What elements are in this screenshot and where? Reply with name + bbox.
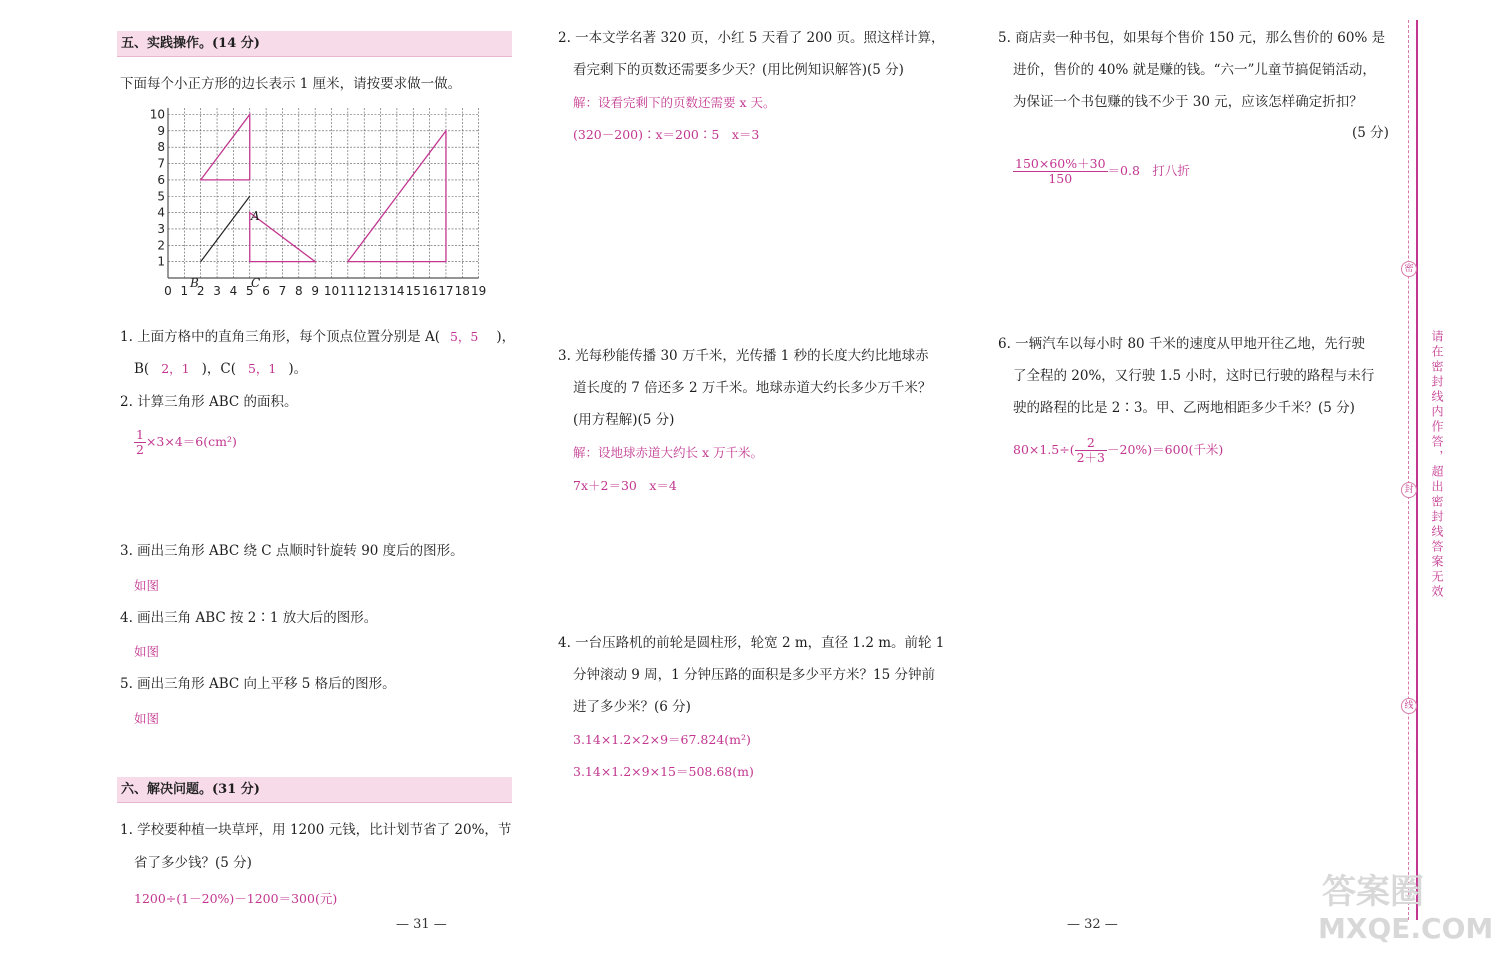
s5-q2-frac-den: 2 [136, 442, 144, 457]
r-q6-frac-den: 2＋3 [1076, 450, 1106, 465]
s5-q1-text1: 1. 上面方格中的直角三角形，每个顶点位置分别是 A( [120, 329, 440, 345]
r-q6-line1: 6. 一辆汽车以每小时 80 千米的速度从甲地开往乙地，先行驶 [998, 336, 1365, 352]
seal-circle-xian: 线 [1401, 698, 1417, 714]
r-q5-frac-num: 150×60%＋30 [1015, 156, 1106, 171]
point-label-c: C [251, 276, 261, 290]
m-q3-line1: 3. 光每秒能传播 30 万千米，光传播 1 秒的长度大约比地球赤 [558, 348, 929, 364]
m-q3-ans2: 7x＋2＝30 x＝4 [573, 478, 677, 493]
section5-intro: 下面每个小正方形的边长表示 1 厘米，请按要求做一做。 [120, 76, 462, 92]
y-axis-label: 10 [149, 108, 165, 122]
x-axis-label: 16 [421, 284, 438, 298]
x-axis-label: 11 [340, 284, 356, 298]
x-axis-label: 5 [245, 284, 254, 298]
m-q2-ans2: (320－200)∶x＝200∶5 x＝3 [573, 127, 760, 142]
r-q5-line3: 为保证一个书包赚的钱不少于 30 元，应该怎样确定折扣？ [1013, 94, 1363, 110]
y-axis-label: 6 [157, 172, 165, 187]
r-q6-answer [1013, 436, 1223, 465]
x-axis-label: 15 [405, 284, 421, 298]
s5-q1-text5: )。 [288, 361, 308, 377]
y-axis-label: 8 [157, 140, 165, 155]
y-axis-label: 7 [157, 156, 165, 171]
s5-q4: 4. 画出三角 ABC 按 2∶1 放大后的图形。 [120, 610, 378, 626]
m-q3-ans1: 解：设地球赤道大约长 x 万千米。 [573, 445, 763, 460]
x-axis-label: 10 [323, 284, 340, 298]
x-axis-label: 13 [372, 284, 389, 298]
x-axis-label: 7 [278, 284, 287, 298]
watermark-url: MXQE.COM [1318, 912, 1494, 945]
x-axis-label: 8 [294, 284, 303, 298]
y-axis-label: 2 [157, 238, 165, 253]
s5-q1-line1 [120, 320, 515, 354]
y-axis-label: 1 [157, 254, 165, 269]
s5-q1-ans-b: 2，1 [161, 361, 190, 376]
x-axis-label: 1 [180, 284, 189, 298]
s5-q2-frac-num: 1 [136, 427, 144, 442]
s5-q5: 5. 画出三角形 ABC 向上平移 5 格后的图形。 [120, 676, 396, 692]
x-axis-label: 0 [164, 284, 172, 298]
m-q4-line1: 4. 一台压路机的前轮是圆柱形，轮宽 2 m，直径 1.2 m。前轮 1 [558, 635, 945, 651]
y-axis-label: 4 [157, 205, 165, 220]
m-q3-line3: (用方程解)(5 分) [573, 412, 675, 428]
r-q6-ans-rest: －20%)＝600(千米) [1107, 442, 1224, 457]
y-axis-label: 3 [157, 221, 165, 236]
x-axis-label: 3 [213, 284, 221, 298]
r-q6-ans-pre: 80×1.5÷( [1013, 442, 1075, 457]
s5-q1-text3: B( [134, 361, 150, 377]
s6-q1-line2: 省了多少钱？(5 分) [134, 855, 252, 871]
s5-q3-answer: 如图 [134, 578, 160, 593]
seal-circle-mi: 密 [1401, 261, 1417, 277]
s5-q4-answer: 如图 [134, 644, 160, 659]
page-number-31: — 31 — [396, 917, 447, 932]
x-axis-label: 9 [311, 284, 319, 298]
point-label-b: B [190, 276, 199, 290]
m-q4-ans2: 3.14×1.2×9×15＝508.68(m) [573, 764, 754, 779]
s5-q5-answer: 如图 [134, 711, 160, 726]
x-axis-label: 6 [262, 284, 270, 298]
x-axis-label: 17 [438, 284, 454, 298]
m-q4-line2: 分钟滚动 9 周，1 分钟压路的面积是多少平方米？15 分钟前 [573, 667, 936, 683]
s5-q2-answer [134, 428, 237, 457]
m-q2-ans1: 解：设看完剩下的页数还需要 x 天。 [573, 95, 776, 110]
r-q6-line3: 驶的路程的比是 2∶3。甲、乙两地相距多少千米？(5 分) [1013, 400, 1355, 416]
s5-q1-ans-c: 5，1 [247, 361, 277, 376]
x-axis-label: 14 [389, 284, 405, 298]
seal-circle-feng: 封 [1401, 482, 1417, 498]
section5-header: 五、实践操作。(14 分) [117, 31, 512, 57]
r-q5-frac-den: 150 [1048, 171, 1073, 186]
x-axis-label: 18 [454, 284, 470, 298]
m-q2-line1: 2. 一本文学名著 320 页，小红 5 天看了 200 页。照这样计算， [558, 30, 945, 46]
r-q6-line2: 了全程的 20%，又行驶 1.5 小时，这时已行驶的路程与未行 [1013, 368, 1375, 384]
watermark-logo: 答案圈 [1322, 872, 1424, 912]
point-label-a: A [251, 209, 260, 223]
r-q6-frac-num: 2 [1075, 436, 1107, 451]
page-number-32: — 32 — [1067, 917, 1118, 932]
m-q4-line3: 进了多少米？(6 分) [573, 699, 691, 715]
s5-q3: 3. 画出三角形 ABC 绕 C 点顺时针旋转 90 度后的图形。 [120, 543, 464, 559]
s5-q1-ans-a: 5，5 [449, 329, 479, 344]
m-q2-line2: 看完剩下的页数还需要多少天？(用比例知识解答)(5 分) [573, 62, 904, 78]
y-axis-label: 9 [157, 123, 165, 138]
section6-header: 六、解决问题。(31 分) [117, 777, 512, 803]
s5-q2-ans-rest: ×3×4＝6(cm²) [145, 434, 237, 449]
y-axis-label: 5 [157, 189, 165, 204]
seal-line-solid [1416, 20, 1418, 920]
x-axis-label: 4 [229, 284, 238, 298]
x-axis-label: 19 [471, 284, 487, 298]
x-axis-label: 12 [356, 284, 372, 298]
r-q5-answer [1013, 157, 1190, 186]
s6-q1-answer: 1200÷(1－20%)－1200＝300(元) [134, 891, 338, 906]
r-q5-points: (5 分) [1352, 125, 1389, 141]
s5-q1-line2 [134, 352, 307, 386]
r-q5-ans-rest: ＝0.8 打八折 [1107, 163, 1190, 178]
s5-q1-text2: )， [496, 329, 516, 345]
seal-notice: 请在密封线内作答，超出密封线答案无效 [1430, 330, 1444, 600]
s6-q1-line1: 1. 学校要种植一块草坪，用 1200 元钱，比计划节省了 20%，节 [120, 822, 512, 838]
x-axis-label: 2 [196, 284, 205, 298]
s5-q2: 2. 计算三角形 ABC 的面积。 [120, 394, 298, 410]
m-q3-line2: 道长度的 7 倍还多 2 万千米。地球赤道大约长多少万千米？ [573, 380, 932, 396]
s5-q1-text4: )，C( [201, 361, 236, 377]
r-q5-line1: 5. 商店卖一种书包，如果每个售价 150 元，那么售价的 60% 是 [998, 30, 1386, 46]
r-q5-line2: 进价，售价的 40% 就是赚的钱。“六一”儿童节搞促销活动， [1013, 62, 1376, 78]
m-q4-ans1: 3.14×1.2×2×9＝67.824(m²) [573, 732, 751, 747]
seal-line-dashed [1408, 20, 1409, 920]
